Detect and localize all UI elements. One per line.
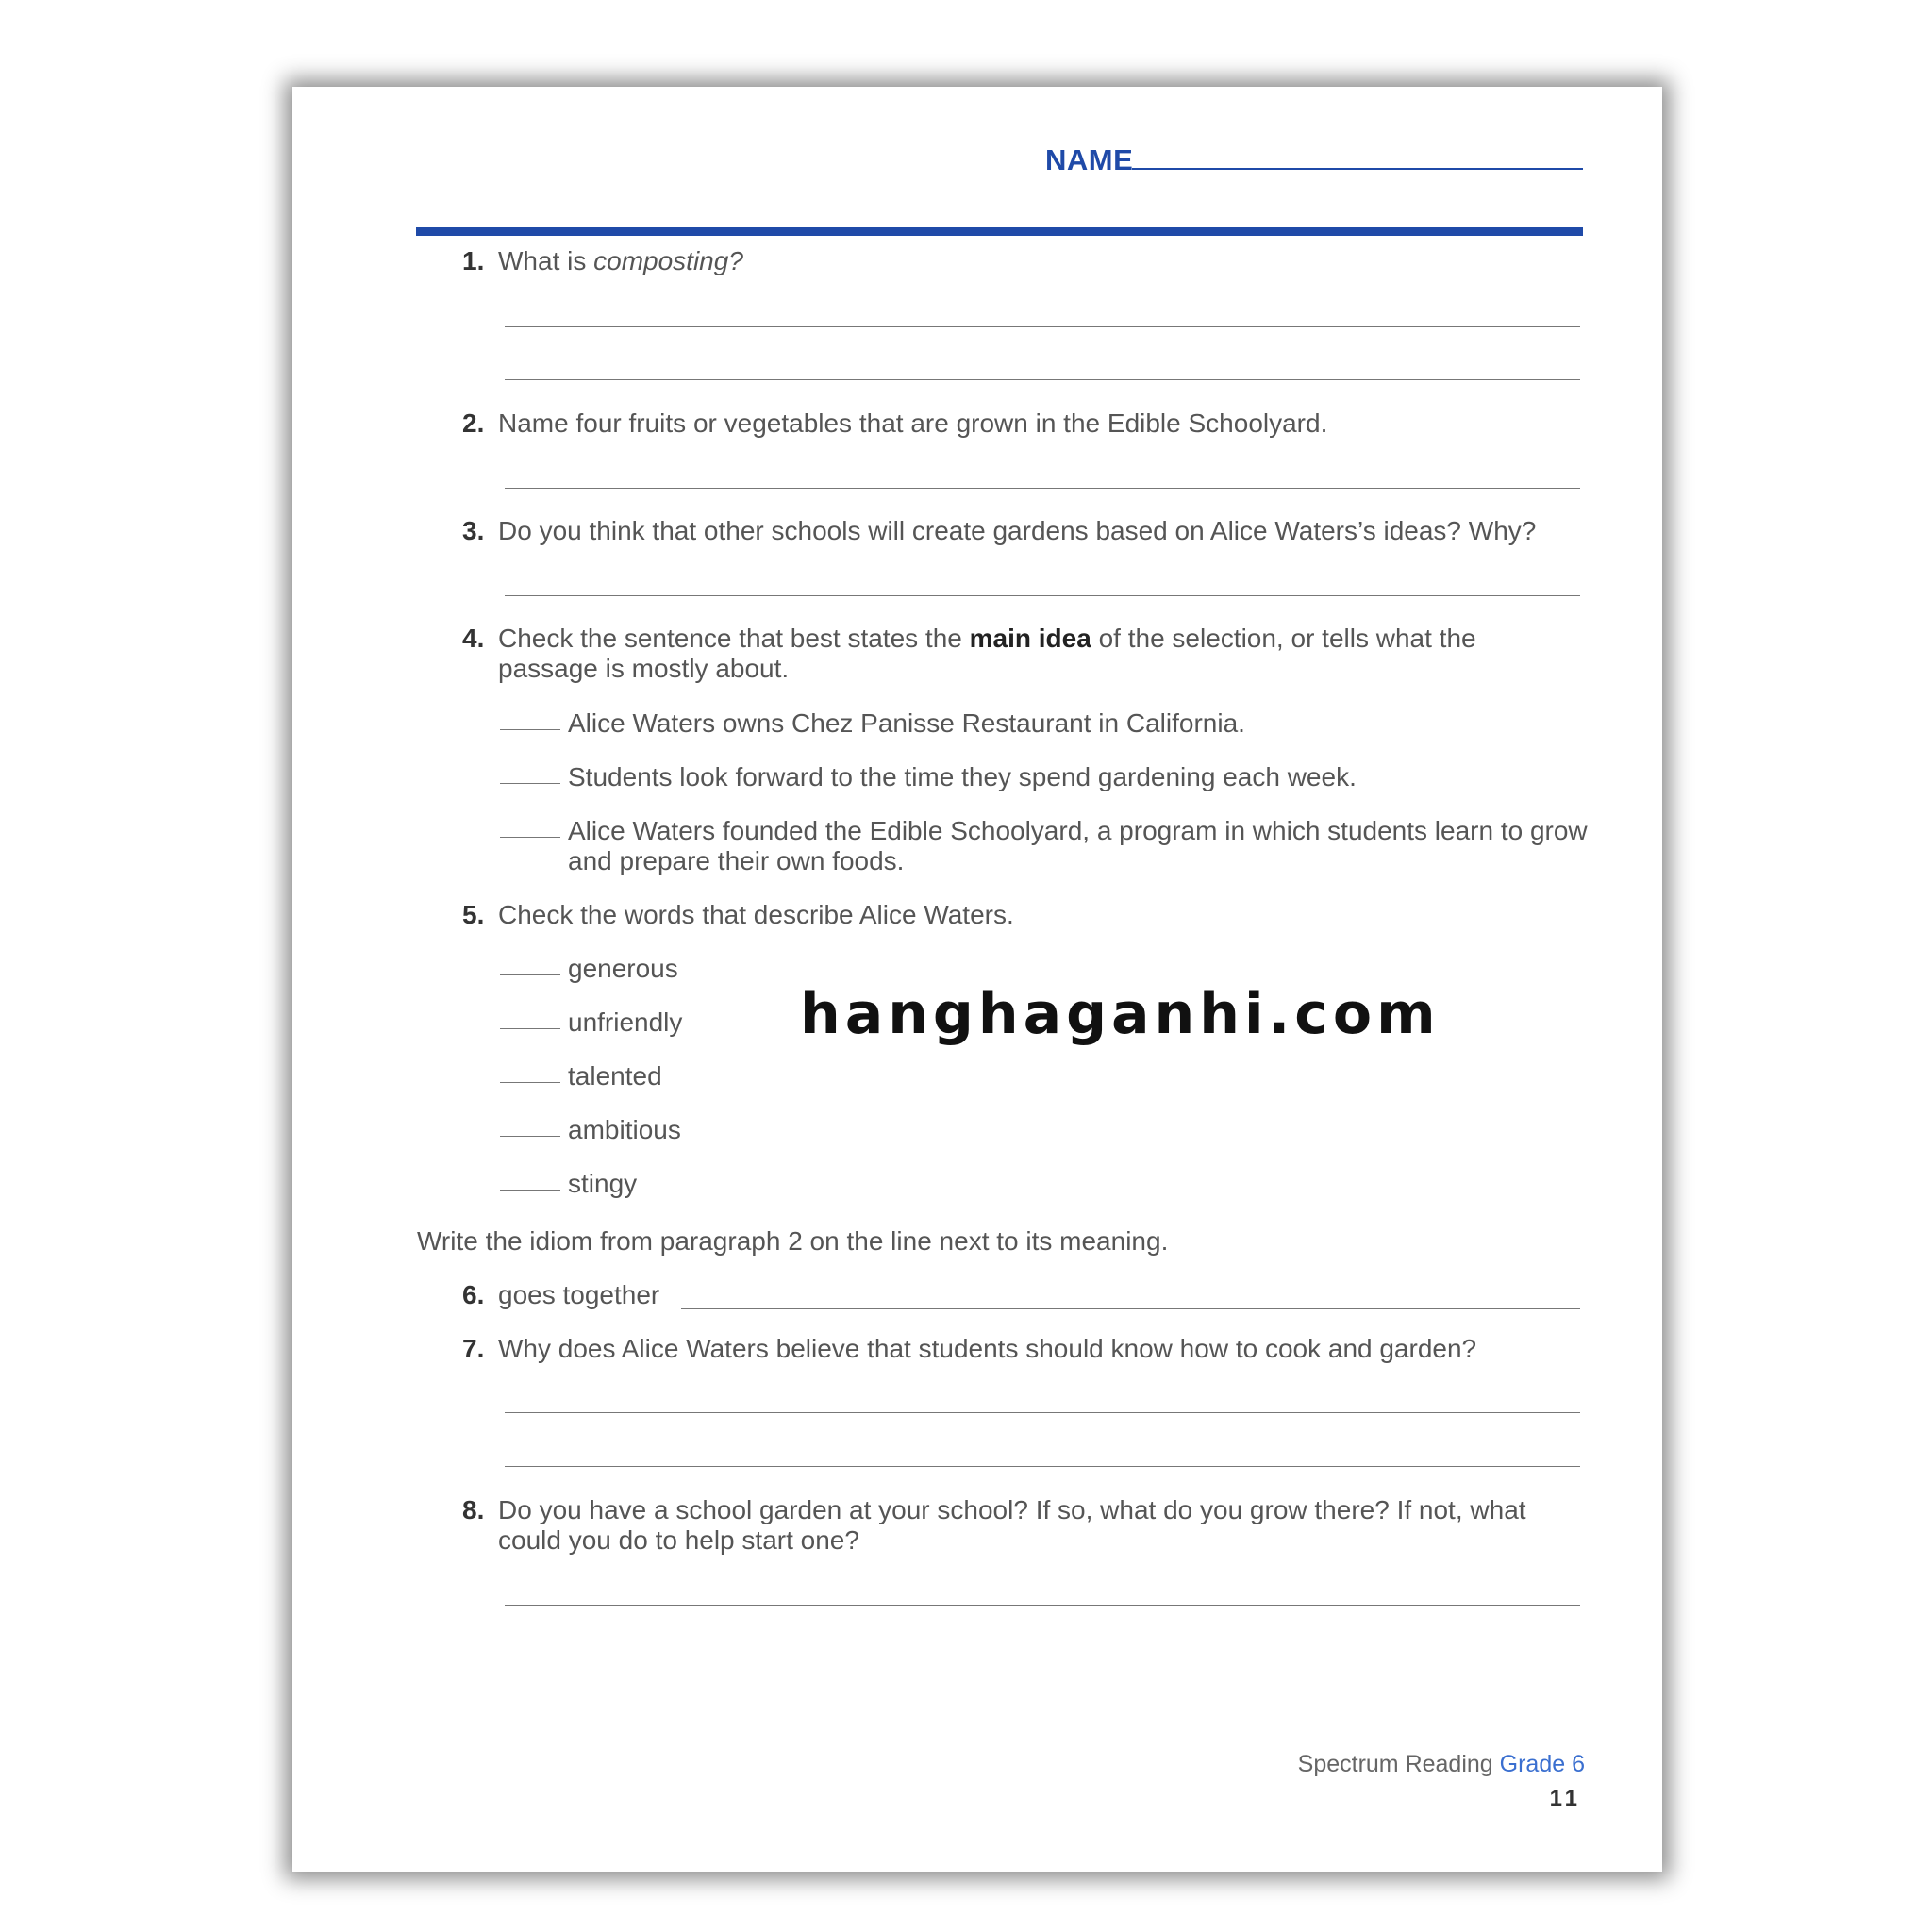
option-text: stingy — [568, 1169, 638, 1198]
word-option — [500, 1115, 681, 1145]
name-field[interactable] — [1132, 168, 1583, 170]
option-text: talented — [568, 1061, 662, 1091]
question-text: Do you think that other schools will create gardens based on Alice Waters’s ideas? Why? — [498, 516, 1537, 545]
main-idea-option — [500, 708, 1245, 739]
question-text: Do you have a school garden at your school? If so, what do you grow there? If not, what could you do to help start one? — [498, 1495, 1526, 1555]
main-idea-option — [500, 816, 1588, 875]
answer-line[interactable] — [505, 488, 1580, 489]
check-blank[interactable] — [500, 783, 560, 784]
check-blank[interactable] — [500, 1136, 560, 1137]
check-blank[interactable] — [500, 1190, 560, 1191]
bold-term: main idea — [969, 624, 1091, 653]
answer-line[interactable] — [505, 1605, 1580, 1606]
option-text: Students look forward to the time they spend gardening each week. — [568, 762, 1357, 791]
main-idea-option — [500, 762, 1357, 792]
check-blank[interactable] — [500, 974, 560, 975]
question-number: 3. — [462, 516, 485, 545]
watermark-text: hanghaganhi.com — [800, 981, 1441, 1047]
question-text: Why does Alice Waters believe that students should know how to cook and garden? — [498, 1334, 1477, 1363]
check-blank[interactable] — [500, 1082, 560, 1083]
idiom-instruction: Write the idiom from paragraph 2 on the line next to its meaning. — [417, 1226, 1169, 1256]
answer-line[interactable] — [505, 595, 1580, 596]
question-number: 4. — [462, 624, 485, 653]
question-number: 1. — [462, 246, 485, 275]
question-number: 5. — [462, 900, 485, 929]
answer-line[interactable] — [505, 379, 1580, 380]
question-text: Check the sentence that best states the main idea of the selection, or tells what the passage is mostly about. — [498, 624, 1476, 683]
page-number: 11 — [1549, 1786, 1581, 1811]
option-text: Alice Waters founded the Edible Schoolyard, a program in which students learn to grow and prepare their own foods. — [568, 816, 1588, 875]
header-rule — [416, 227, 1583, 236]
option-text: Alice Waters owns Chez Panisse Restaurant in California. — [568, 708, 1245, 738]
answer-line[interactable] — [505, 326, 1580, 327]
question-text: What is composting? — [498, 246, 743, 275]
emphasized-term: composting? — [593, 246, 743, 275]
word-option — [500, 1008, 683, 1038]
option-text: unfriendly — [568, 1008, 683, 1037]
footer-series: Spectrum Reading Grade 6 — [1297, 1751, 1585, 1777]
name-label: NAME — [1045, 143, 1134, 176]
question-text: Name four fruits or vegetables that are grown in the Edible Schoolyard. — [498, 408, 1328, 438]
option-text: ambitious — [568, 1115, 681, 1144]
question-number: 6. — [462, 1280, 485, 1309]
question-number: 7. — [462, 1334, 485, 1363]
question-text: goes together — [498, 1280, 660, 1309]
question-number: 2. — [462, 408, 485, 438]
answer-line[interactable] — [505, 1466, 1580, 1467]
question-number: 8. — [462, 1495, 485, 1524]
word-option — [500, 1169, 638, 1199]
footer-grade: Grade 6 — [1499, 1751, 1585, 1777]
check-blank[interactable] — [500, 1028, 560, 1029]
option-text: generous — [568, 954, 678, 983]
check-blank[interactable] — [500, 837, 560, 838]
check-blank[interactable] — [500, 729, 560, 730]
answer-line[interactable] — [505, 1412, 1580, 1413]
word-option — [500, 954, 678, 984]
answer-line[interactable] — [681, 1308, 1580, 1309]
word-option — [500, 1061, 662, 1091]
question-text: Check the words that describe Alice Waters. — [498, 900, 1014, 929]
